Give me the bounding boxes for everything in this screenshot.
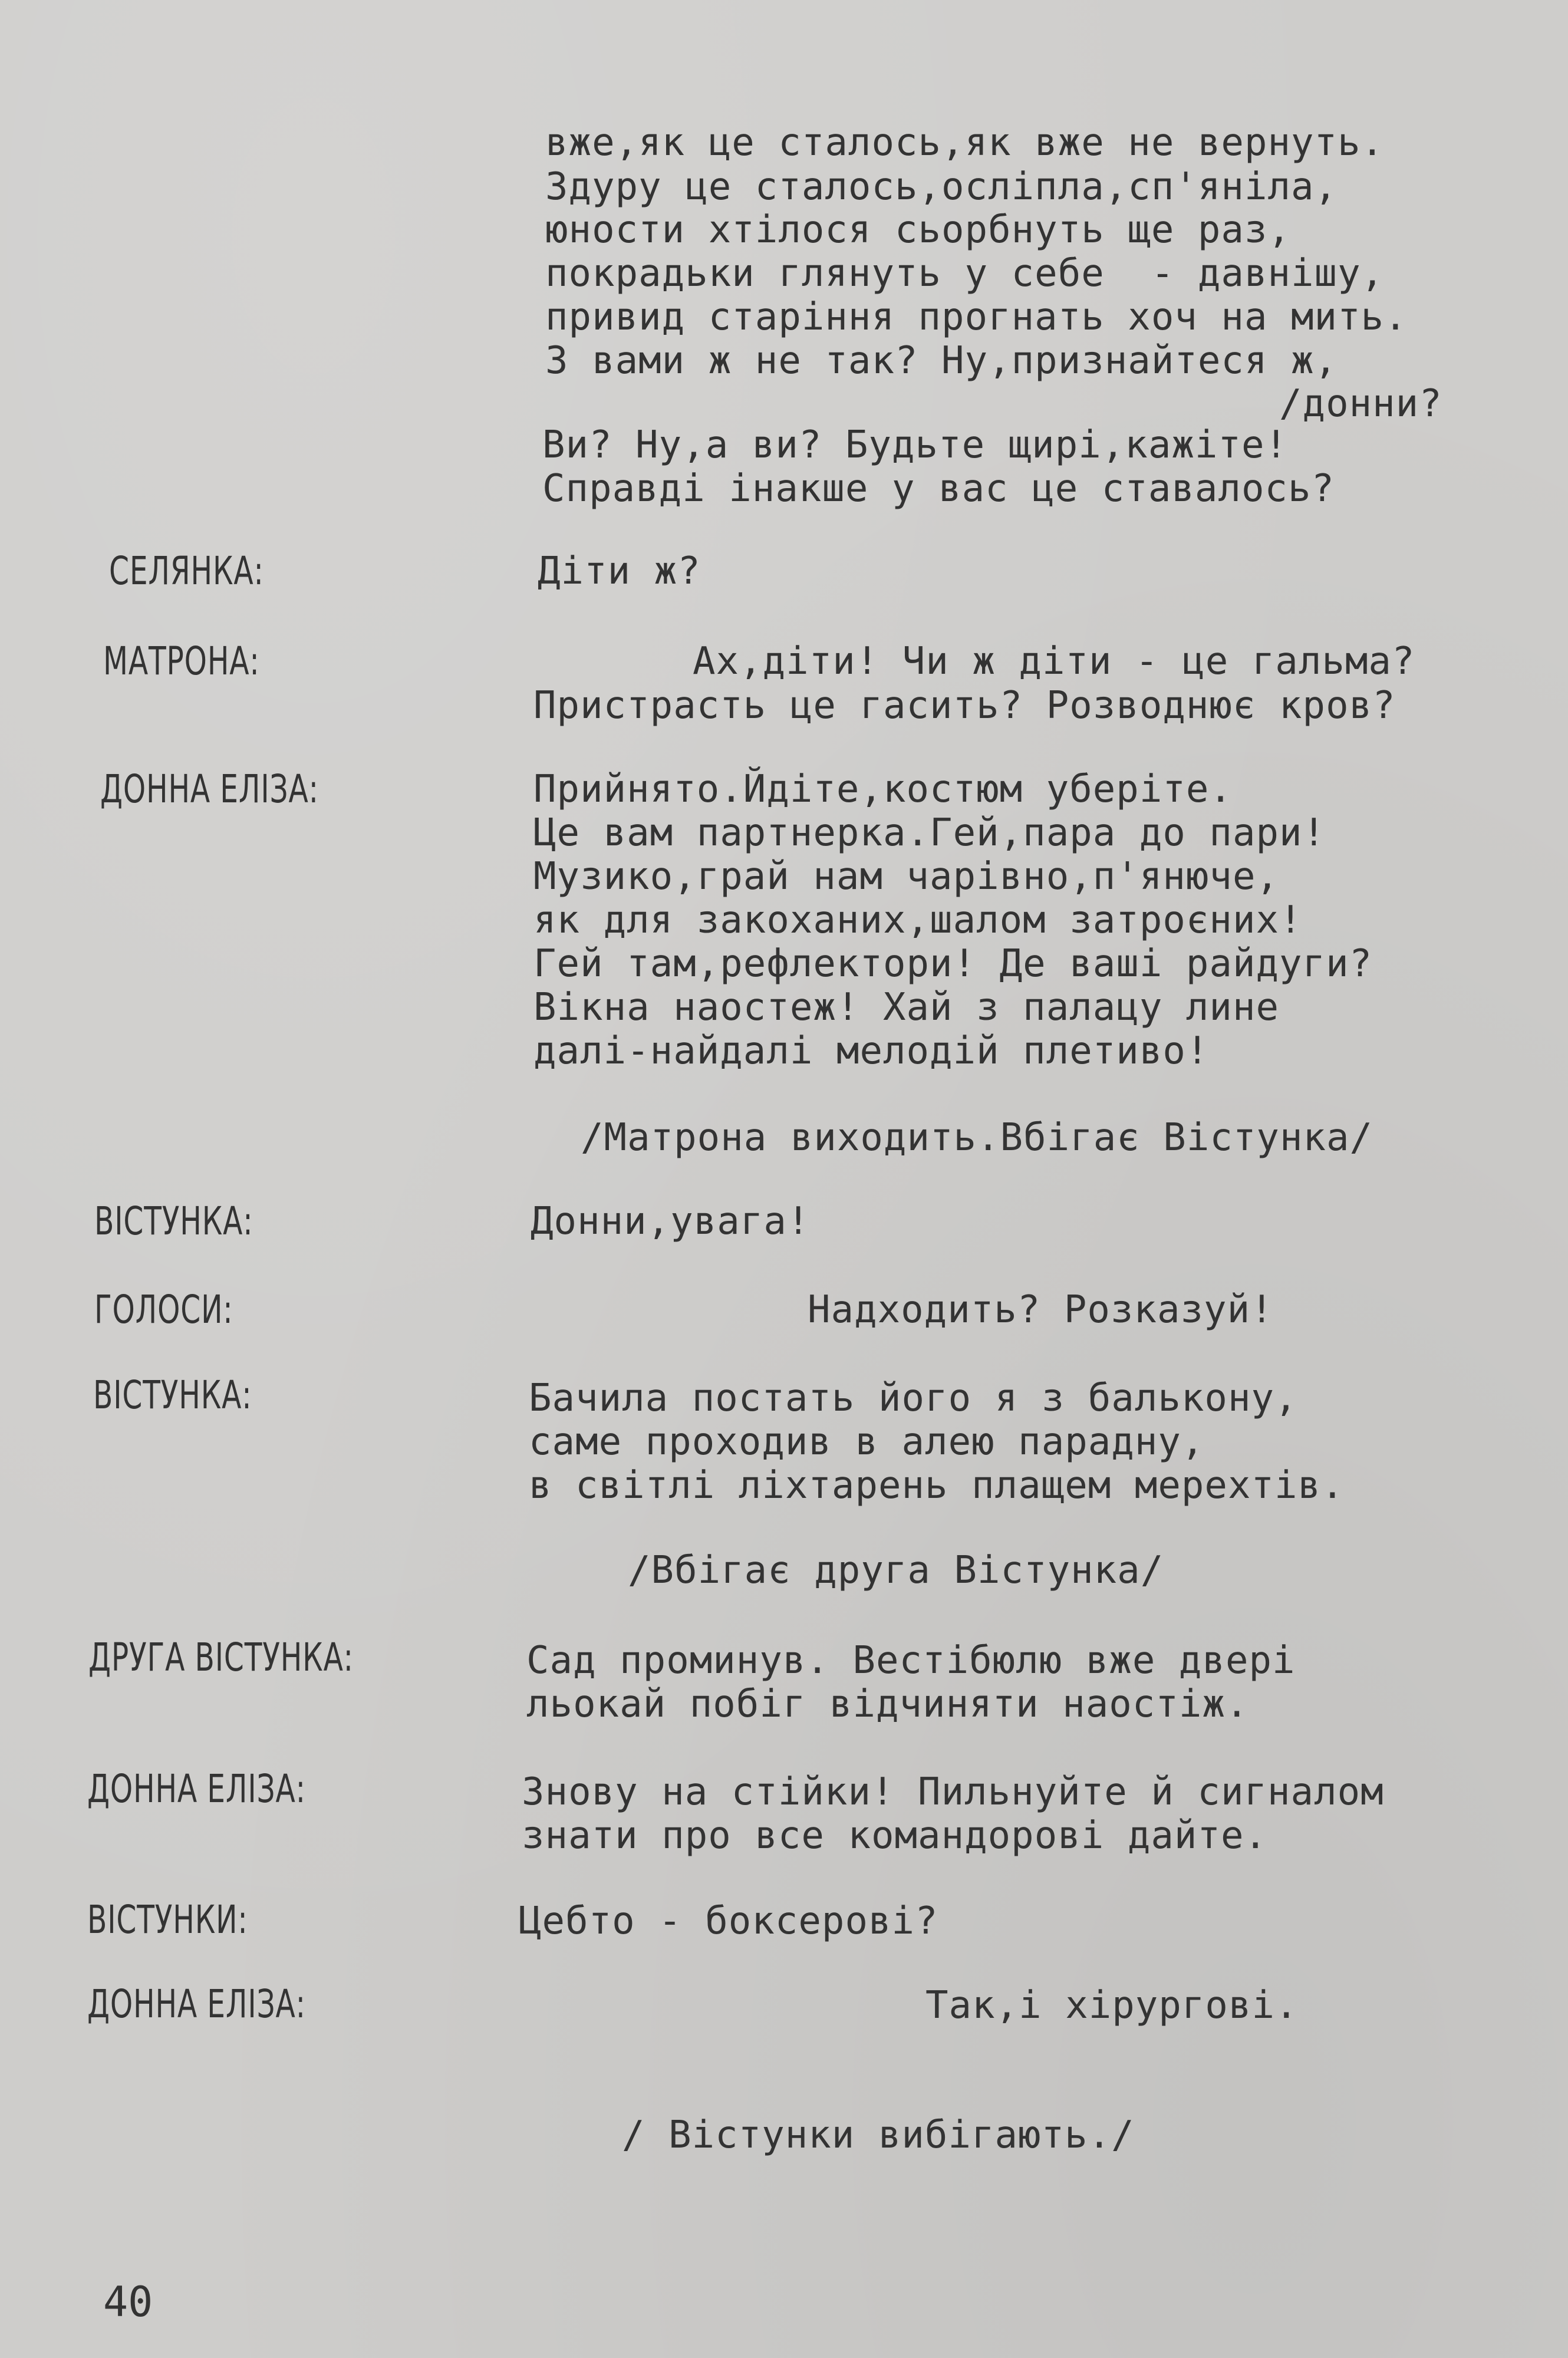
verse-line: З вами ж не так? Ну,признайтеся ж, (545, 339, 1338, 383)
verse-line: Ви? Ну,а ви? Будьте щирі,кажіте! (542, 423, 1288, 467)
dialogue-line: як для закоханих,шалом затроєних! (533, 898, 1303, 942)
verse-line: покрадьки глянуть у себе - давнішу, (545, 252, 1385, 295)
dialogue-line: Надходить? Розказуй! (808, 1288, 1274, 1332)
speaker-name: ДОННА ЕЛІЗА: (87, 1766, 306, 1812)
dialogue-line: Так,і хірургові. (925, 1984, 1299, 2027)
speaker-name: МАТРОНА: (103, 638, 260, 684)
dialogue-line: знати про все командорові дайте. (522, 1814, 1267, 1858)
dialogue-line: Гей там,рефлектори! Де ваші райдуги? (533, 942, 1373, 986)
dialogue-line: Ах,діти! Чи ж діти - це гальма? (693, 640, 1415, 683)
dialogue-line: Бачила постать його я з балькону, (529, 1376, 1298, 1420)
speaker-name: ДОННА ЕЛІЗА: (87, 1981, 306, 2027)
verse-line: юности хтілося сьорбнуть ще раз, (545, 208, 1291, 252)
stage-direction: / Вістунки вибігають./ (622, 2113, 1135, 2157)
dialogue-line: Це вам партнерка.Гей,пара до пари! (533, 811, 1326, 855)
verse-line: /донни? (1279, 382, 1442, 426)
dialogue-line: далі-найдалі мелодій плетиво! (533, 1029, 1210, 1073)
dialogue-line: Діти ж? (538, 549, 701, 593)
dialogue-line: Цебто - боксерові? (519, 1899, 938, 1943)
page-number: 40 (103, 2278, 153, 2326)
stage-direction: /Вбігає друга Вістунка/ (628, 1549, 1164, 1592)
verse-line: Справді інакше у вас це ставалось? (542, 467, 1335, 511)
dialogue-line: Музико,грай нам чарівно,п'янюче, (533, 855, 1279, 898)
speaker-name: ДРУГА ВІСТУНКА: (88, 1635, 354, 1680)
dialogue-line: Донни,увага! (531, 1200, 811, 1243)
dialogue-line: Сад проминув. Вестібюлю вже двері (526, 1639, 1296, 1682)
dialogue-line: Пристрасть це гасить? Розводнює кров? (533, 684, 1396, 727)
speaker-name: ВІСТУНКИ: (87, 1897, 248, 1942)
dialogue-line: Прийнято.Йдіте,костюм уберіте. (533, 768, 1233, 811)
speaker-name: ДОННА ЕЛІЗА: (100, 766, 319, 812)
speaker-name: ГОЛОСИ: (94, 1287, 233, 1332)
dialogue-line: льокай побіг відчиняти наостіж. (526, 1682, 1249, 1726)
speaker-name: ВІСТУНКА: (94, 1198, 253, 1244)
dialogue-line: саме проходив в алею парадну, (529, 1420, 1205, 1464)
dialogue-line: в світлі ліхтарень плащем мерехтів. (529, 1464, 1345, 1507)
verse-line: привид старіння прогнать хоч на мить. (545, 295, 1408, 339)
dialogue-line: Знову на стійки! Пильнуйте й сигналом (522, 1770, 1384, 1814)
verse-line: вже,як це сталось,як вже не вернуть. (545, 121, 1385, 164)
speaker-name: СЕЛЯНКА: (109, 548, 264, 594)
dialogue-line: Вікна наостеж! Хай з палацу лине (533, 986, 1279, 1029)
stage-direction: /Матрона виходить.Вбігає Вістунка/ (581, 1116, 1373, 1160)
verse-line: Здуру це сталось,осліпла,сп'яніла, (545, 165, 1338, 209)
speaker-name: ВІСТУНКА: (93, 1372, 252, 1418)
